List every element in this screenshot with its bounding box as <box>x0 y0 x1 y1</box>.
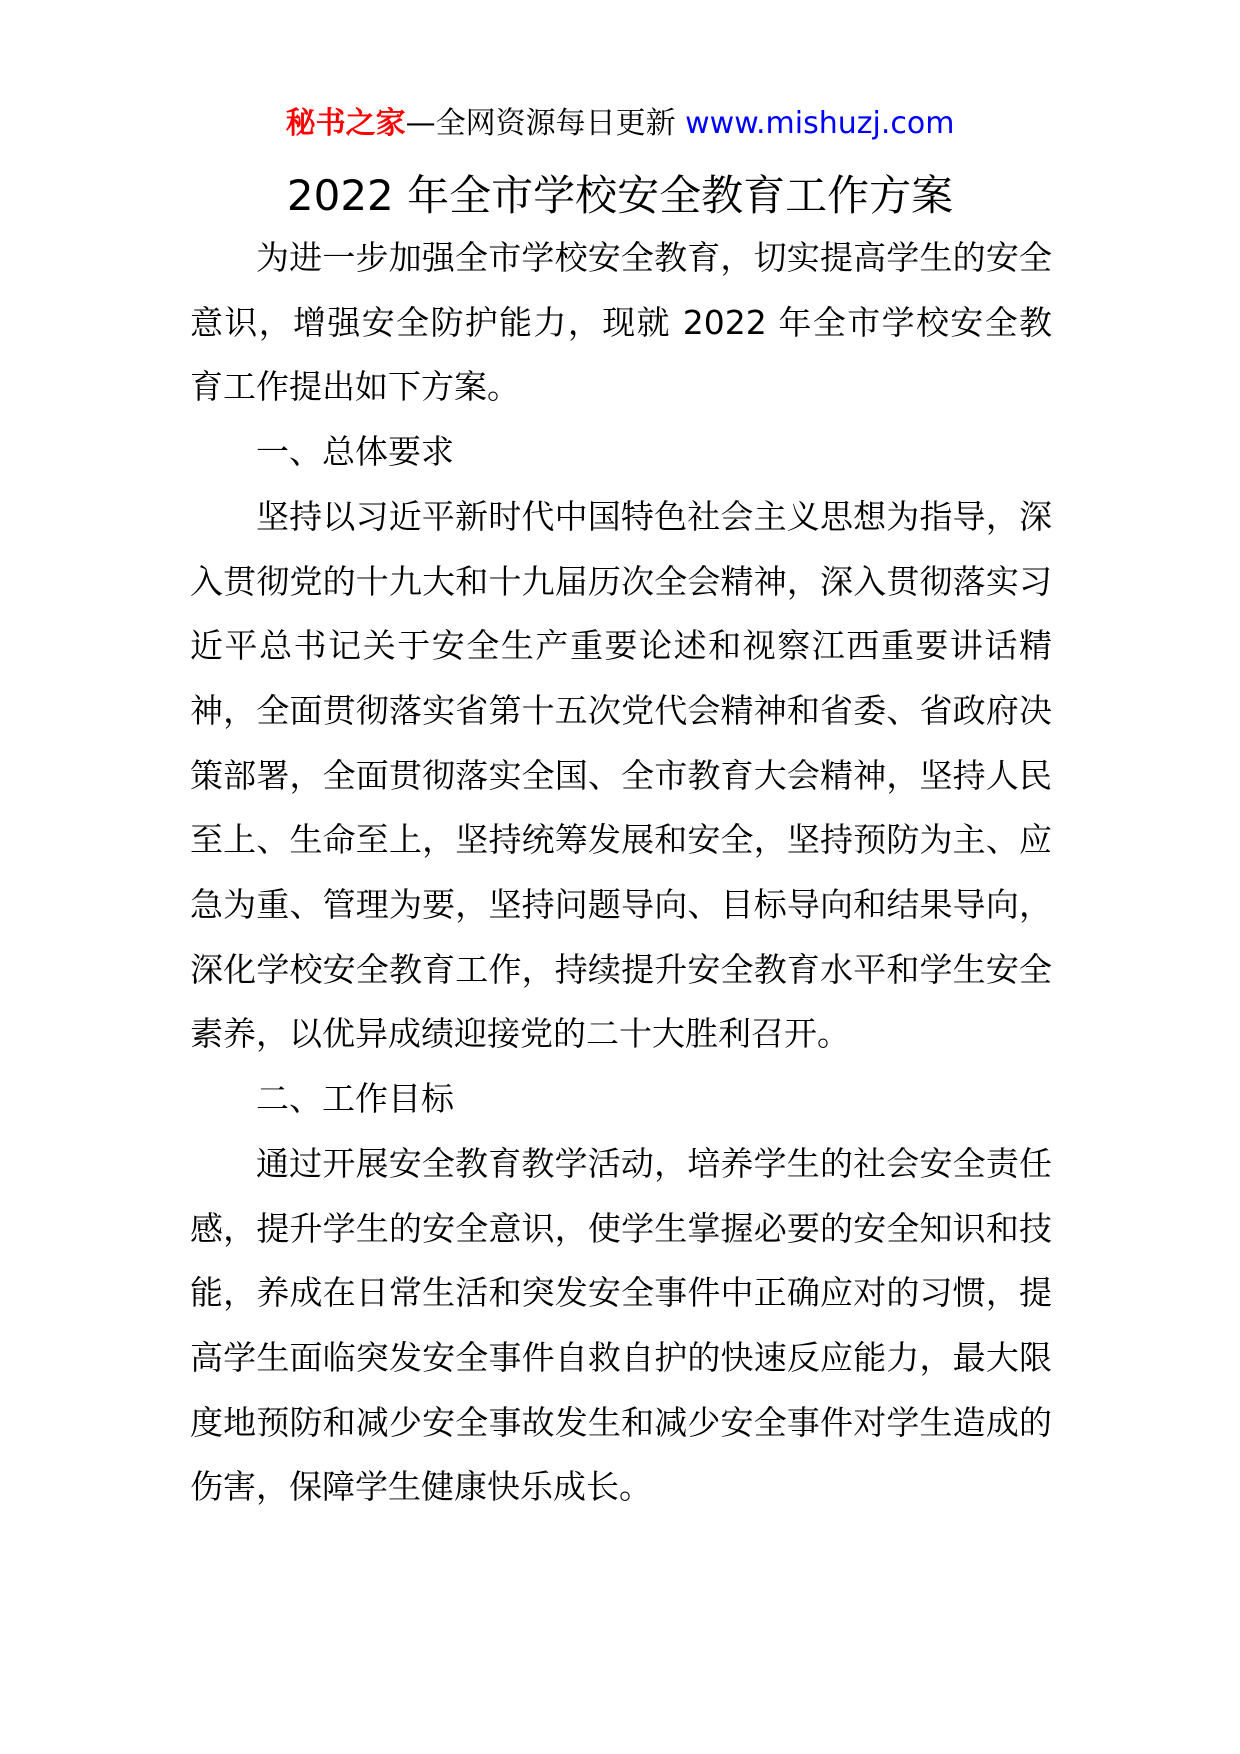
section-heading-general-requirements: 一、总体要求 <box>256 432 454 472</box>
document-body <box>190 226 1052 1520</box>
intro-paragraph: 为进一步加强全市学校安全教育，切实提高学生的安全意识，增强安全防护能力，现就 2022 年全市学校安全教育工作提出如下方案。 <box>190 238 1052 407</box>
header-tagline: —全网资源每日更新 <box>405 106 686 141</box>
brand-name: 秘书之家 <box>285 106 406 141</box>
section-heading-work-goals: 二、工作目标 <box>256 1079 454 1119</box>
work-goals-paragraph: 通过开展安全教育教学活动，培养学生的社会安全责任感，提升学生的安全意识，使学生掌握必要的安全知识和技能，养成在日常生活和突发安全事件中正确应对的习惯，提高学生面临突发安全事件自救自护的快速反应能力，最大限度地预防和减少安全事故发生和减少安全事件对学生造成的伤害，保障学生健康快乐成长。 <box>190 1143 1052 1507</box>
document-title: 2022 年全市学校安全教育工作方案 <box>286 171 954 220</box>
site-header <box>0 102 1240 146</box>
general-requirements-paragraph: 坚持以习近平新时代中国特色社会主义思想为指导，深入贯彻党的十九大和十九届历次全会精神，深入贯彻落实习近平总书记关于安全生产重要论述和视察江西重要讲话精神，全面贯彻落实省第十五次党代会精神和省委、省政府决策部署，全面贯彻落实全国、全市教育大会精神，坚持人民至上、生命至上，坚持统筹发展和安全，坚持预防为主、应急为重、管理为要，坚持问题导向、目标导向和结果导向，深化学校安全教育工作，持续提升安全教育水平和学生安全素养，以优异成绩迎接党的二十大胜利召开。 <box>190 496 1052 1054</box>
site-url-link[interactable]: www.mishuzj.com <box>685 106 955 141</box>
